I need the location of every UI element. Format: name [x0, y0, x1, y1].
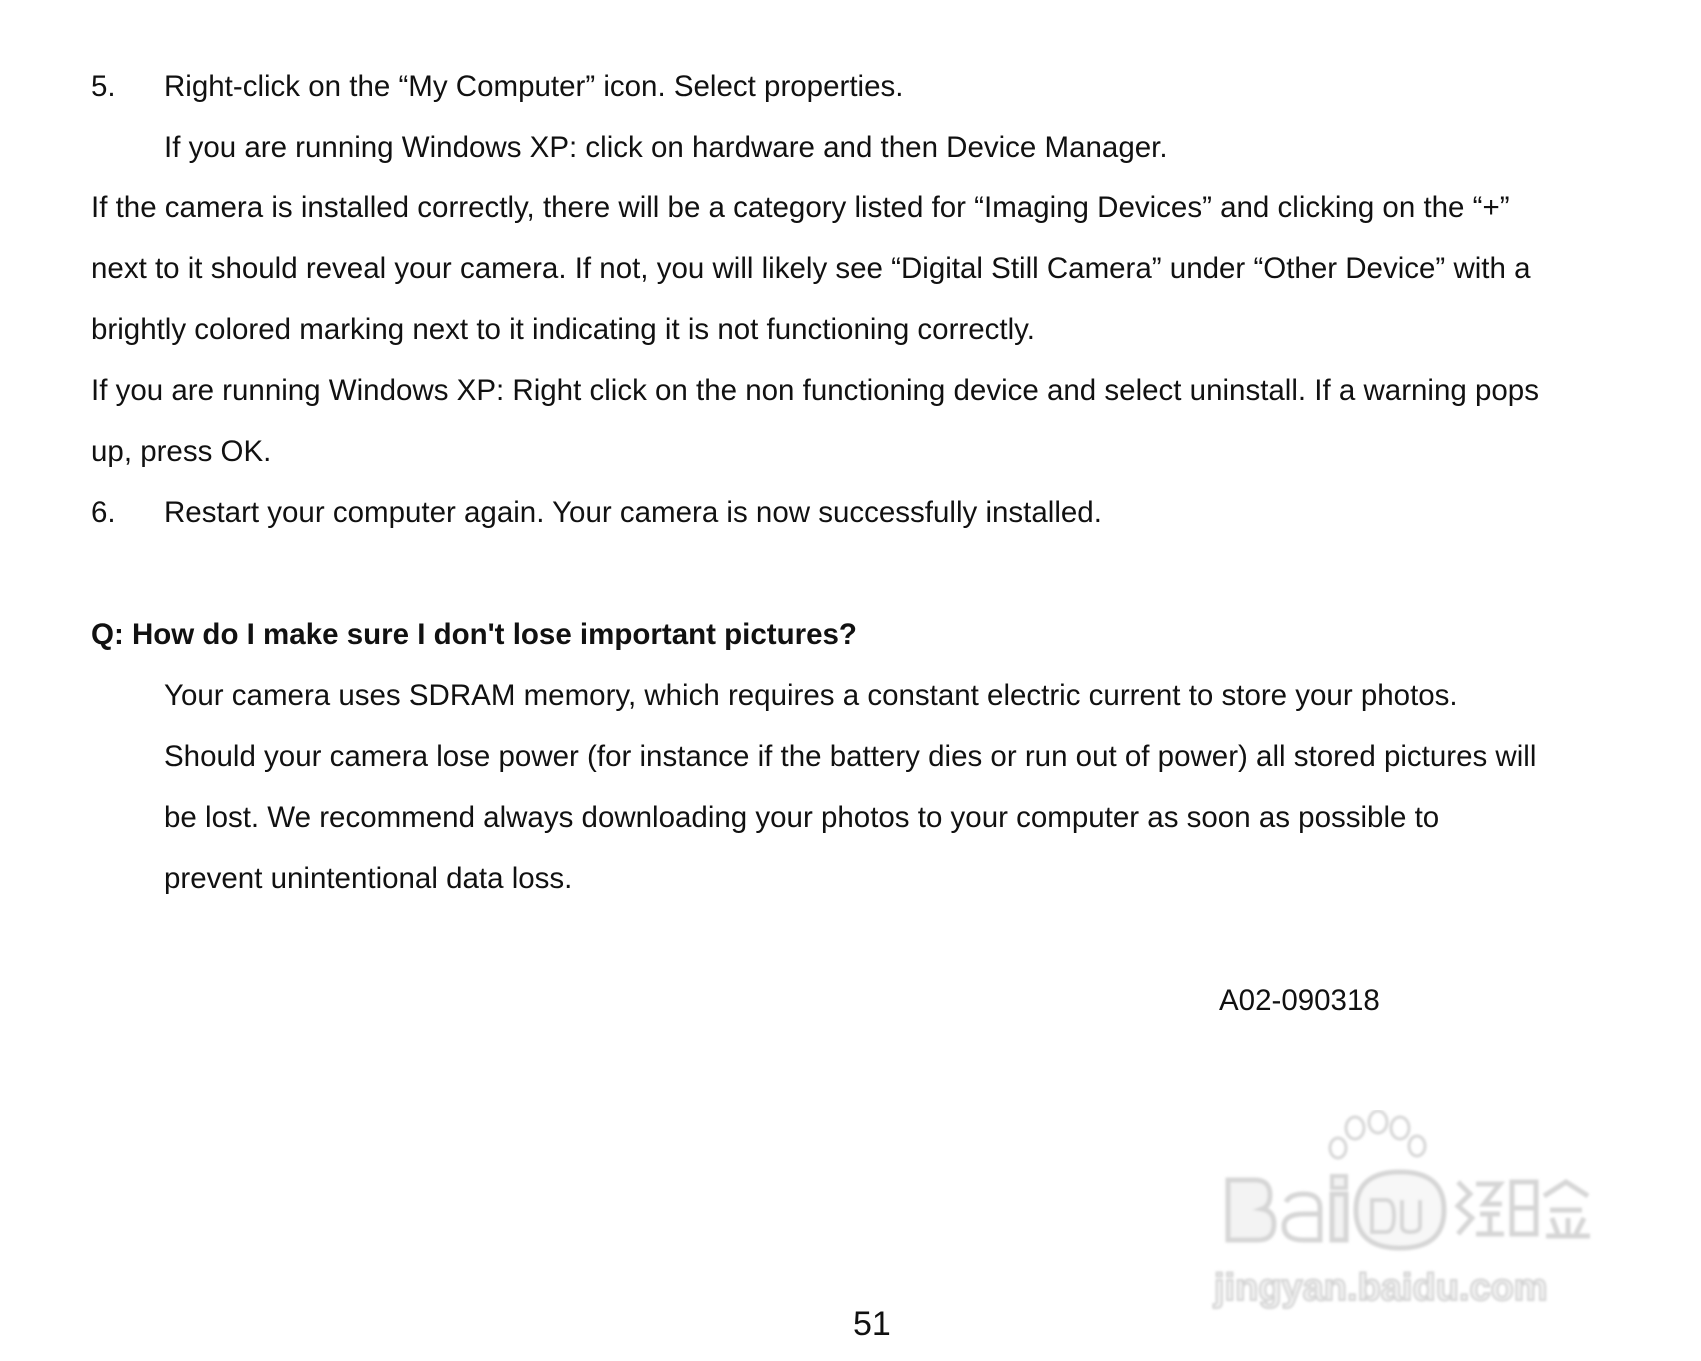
paragraph-1-line-1: If the camera is installed correctly, there will be a category listed for “Imaging Devices” and clicking on the “+” [91, 191, 1510, 224]
document-code: A02-090318 [1219, 984, 1380, 1017]
paw-icon [1330, 1111, 1425, 1158]
faq-question: Q: How do I make sure I don't lose important pictures? [91, 618, 857, 651]
baidu-jingyan-watermark [1200, 1110, 1620, 1320]
faq-answer-line-2: Should your camera lose power (for instance if the battery dies or run out of power) all stored pictures will [164, 740, 1537, 773]
svg-text:jingyan.baidu.com: jingyan.baidu.com [1214, 1267, 1548, 1309]
step-6-text: Restart your computer again. Your camera is now successfully installed. [164, 496, 1102, 529]
page-number: 51 [853, 1305, 891, 1343]
paragraph-2-line-2: up, press OK. [91, 435, 272, 468]
step-5-sub-text: If you are running Windows XP: click on hardware and then Device Manager. [164, 131, 1168, 164]
faq-answer-line-3: be lost. We recommend always downloading your photos to your computer as soon as possible to [164, 801, 1440, 834]
paragraph-2-line-1: If you are running Windows XP: Right click on the non functioning device and select uninstall. If a warning pops [91, 374, 1539, 407]
paragraph-1-line-3: brightly colored marking next to it indicating it is not functioning correctly. [91, 313, 1035, 346]
step-5-number: 5. [91, 70, 116, 103]
faq-answer-line-1: Your camera uses SDRAM memory, which requires a constant electric current to store your photos. [164, 679, 1458, 712]
step-5-text: Right-click on the “My Computer” icon. Select properties. [164, 70, 904, 103]
step-6-number: 6. [91, 496, 116, 529]
paragraph-1-line-2: next to it should reveal your camera. If not, you will likely see “Digital Still Camera” under “Other Device” with a [91, 252, 1531, 285]
faq-answer-line-4: prevent unintentional data loss. [164, 862, 573, 895]
